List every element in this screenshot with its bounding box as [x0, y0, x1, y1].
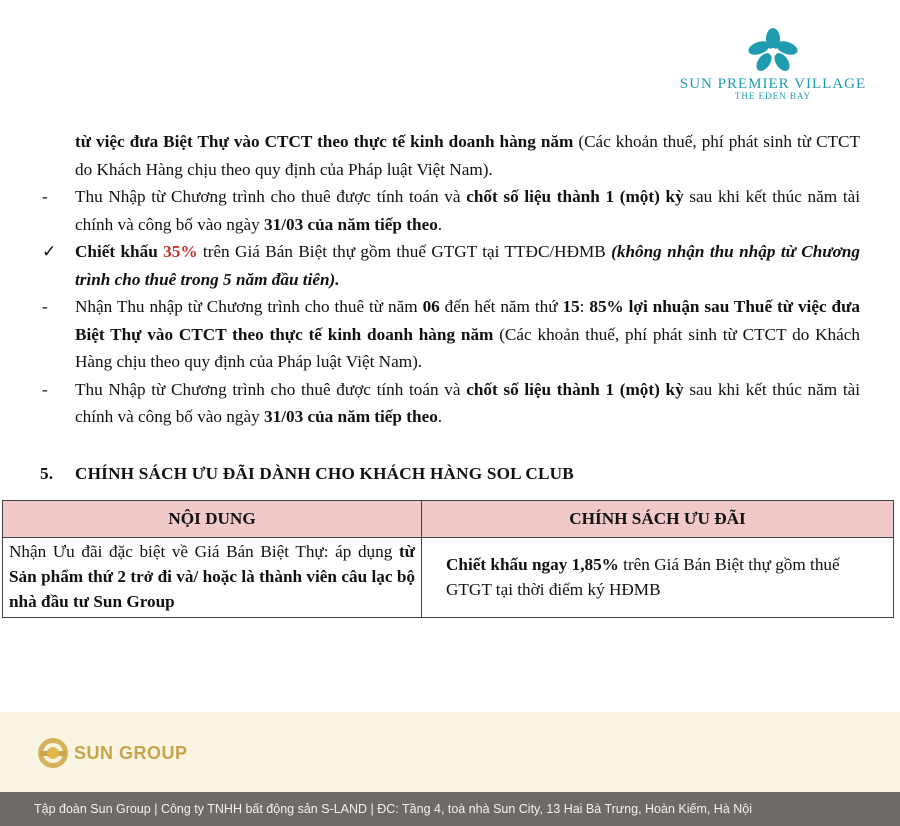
footer-address: Tập đoàn Sun Group | Công ty TNHH bất động sản S-LAND | ĐC: Tầng 4, toà nhà Sun City, 13 Hai Bà Trưng, Hoàn Kiếm, Hà Nội [0, 792, 900, 826]
paragraph-2: - Thu Nhập từ Chương trình cho thuê được tính toán và chốt số liệu thành 1 (một) kỳ sau khi kết thúc năm tài chính và công bố vào ngày 31/03 của năm tiếp theo. [40, 183, 860, 238]
brand-name: SUN PREMIER VILLAGE [679, 76, 867, 92]
sun-icon [36, 736, 70, 770]
p1-bold: từ việc đưa Biệt Thự vào CTCT theo thực tế kinh doanh hàng năm [75, 132, 574, 151]
section-5-title: 5. CHÍNH SÁCH ƯU ĐÃI DÀNH CHO KHÁCH HÀNG SOL CLUB [40, 464, 574, 483]
dash-bullet: - [42, 297, 48, 316]
table-row [3, 538, 894, 618]
p1-rest: (Các khoản thuế, phí phát sinh từ CTCT do Khách Hàng chịu theo quy định của Pháp luật Việt Nam). [75, 132, 860, 179]
paragraph-1 [40, 128, 860, 183]
document-body [40, 128, 860, 431]
sun-group-wordmark: SUN GROUP [74, 742, 188, 763]
sun-premier-village-logo [668, 28, 878, 101]
sol-club-policy-table [2, 500, 894, 618]
dash-bullet: - [42, 187, 48, 206]
flower-icon [745, 28, 801, 74]
table-header-row [3, 501, 894, 538]
paragraph-3: ✓ Chiết khấu 35% trên Giá Bán Biệt thự gồm thuế GTGT tại TTĐC/HĐMB (không nhận thu nhập từ Chương trình cho thuê trong 5 năm đầu tiên). [40, 238, 860, 293]
paragraph-4: - Nhận Thu nhập từ Chương trình cho thuê từ năm 06 đến hết năm thứ 15: 85% lợi nhuận sau Thuế từ việc đưa Biệt Thự vào CTCT theo thực tế kinh doanh hàng năm (Các khoản thuế, phí phát sinh từ CTCT do Khách Hàng chịu theo quy định của Pháp luật Việt Nam). [40, 293, 860, 376]
cell-content: Nhận Ưu đãi đặc biệt về Giá Bán Biệt Thự: áp dụng từ Sản phẩm thứ 2 trở đi và/ hoặc là thành viên câu lạc bộ nhà đầu tư Sun Group [3, 538, 422, 618]
col-header-content: NỘI DUNG [3, 501, 422, 538]
sun-group-logo [36, 736, 188, 770]
cell-policy: Chiết khấu ngay 1,85% trên Giá Bán Biệt thự gồm thuế GTGT tại thời điểm ký HĐMB [422, 538, 894, 618]
discount-percent: 35% [163, 242, 198, 261]
paragraph-5: - Thu Nhập từ Chương trình cho thuê được tính toán và chốt số liệu thành 1 (một) kỳ sau khi kết thúc năm tài chính và công bố vào ngày 31/03 của năm tiếp theo. [40, 376, 860, 431]
brand-subtitle: THE EDEN BAY [734, 91, 812, 101]
col-header-policy: CHÍNH SÁCH ƯU ĐÃI [422, 501, 894, 538]
check-icon: ✓ [42, 242, 57, 261]
dash-bullet: - [42, 379, 48, 399]
